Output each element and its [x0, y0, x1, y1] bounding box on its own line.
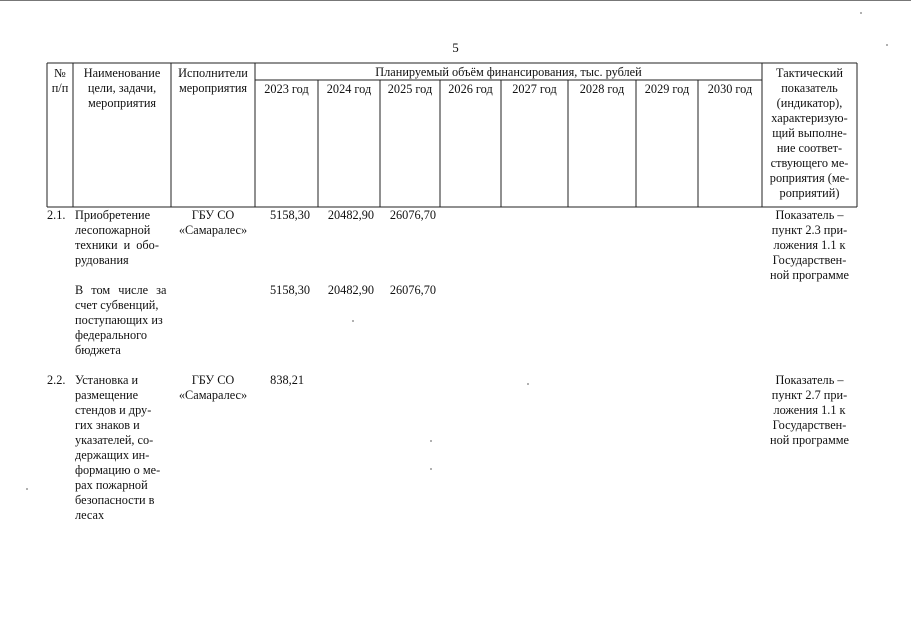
header-year-2030: 2030 год — [707, 82, 753, 96]
row-name-line: Приобретение — [75, 208, 151, 222]
scan-speck — [886, 44, 888, 46]
header-year-2024: 2024 год — [326, 82, 372, 96]
row-name-line: формацию о ме- — [75, 463, 161, 477]
header-executors: Исполнители мероприятия — [178, 66, 248, 95]
row-executor-line: «Самаралес» — [178, 223, 248, 237]
row-name-line: бюджета — [75, 343, 121, 357]
row-indicator-line: ложения 1.1 к — [773, 403, 846, 417]
row-name-line: гих знаков и — [75, 418, 140, 432]
row-name-line: счет субвенций, — [75, 298, 159, 312]
header-year-2028: 2028 год — [579, 82, 625, 96]
row-name-line: лесах — [75, 508, 105, 522]
row-indicator-line: пункт 2.7 при- — [771, 388, 848, 402]
scan-speck — [26, 488, 28, 490]
row-num: 2.1. — [47, 208, 66, 222]
row-executor-line: ГБУ СО — [191, 373, 235, 387]
header-year-2027: 2027 год — [512, 82, 557, 96]
header-year-2025: 2025 год — [387, 82, 433, 96]
page-number: 5 — [452, 40, 459, 55]
row-indicator-line: Государствен- — [772, 253, 847, 267]
row-name-line: поступающих из — [75, 313, 163, 327]
row-name-line: размещение — [75, 388, 139, 402]
header-year-2023: 2023 год — [264, 82, 309, 96]
scan-speck — [352, 320, 354, 322]
row-indicator-line: ной программе — [770, 433, 849, 447]
row-indicator-line: пункт 2.3 при- — [771, 223, 848, 237]
row-indicator-line: ной программе — [770, 268, 849, 282]
row-name-line: техники и обо- — [75, 238, 159, 252]
row-indicator-line: ложения 1.1 к — [773, 238, 846, 252]
row-value-2023: 5158,30 — [270, 283, 310, 297]
scan-speck — [430, 440, 432, 442]
scan-speck — [527, 383, 529, 385]
row-value-2025: 26076,70 — [389, 208, 436, 222]
row-value-2023: 838,21 — [270, 373, 304, 387]
header-year-2029: 2029 год — [644, 82, 690, 96]
row-name-line: рах пожарной — [75, 478, 148, 492]
row-value-2024: 20482,90 — [327, 283, 374, 297]
row-indicator-line: Государствен- — [772, 418, 847, 432]
row-executor-line: ГБУ СО — [191, 208, 235, 222]
row-name-line: держащих ин- — [75, 448, 150, 462]
row-value-2025: 26076,70 — [389, 283, 436, 297]
row-num: 2.2. — [47, 373, 66, 387]
row-executor-line: «Самаралес» — [178, 388, 248, 402]
header-num: № п/п — [51, 66, 69, 95]
row-value-2023: 5158,30 — [270, 208, 310, 222]
header-financing: Планируемый объём финансирования, тыс. рублей — [375, 65, 642, 79]
scan-speck — [430, 468, 432, 470]
row-value-2024: 20482,90 — [327, 208, 374, 222]
header-name: Наименование цели, задачи, мероприятия — [83, 66, 161, 110]
row-name-line: безопасности в — [75, 493, 155, 507]
header-year-2026: 2026 год — [448, 82, 493, 96]
row-name-line: стендов и дру- — [75, 403, 152, 417]
row-indicator-line: Показатель – — [775, 208, 844, 222]
row-name-line: лесопожарной — [75, 223, 151, 237]
row-name-line: федерального — [75, 328, 148, 342]
row-indicator-line: Показатель – — [775, 373, 844, 387]
scan-speck — [860, 12, 862, 14]
row-name-line: Установка и — [75, 373, 139, 387]
row-name-line: В том числе за — [75, 283, 167, 297]
row-name-line: рудования — [75, 253, 129, 267]
header-indicator: Тактический показатель (индикатор), характеризую- щий выполне- ние соответ- ствующего ме- роприятия (ме- роприятий) — [769, 66, 850, 200]
row-name-line: указателей, со- — [75, 433, 154, 447]
